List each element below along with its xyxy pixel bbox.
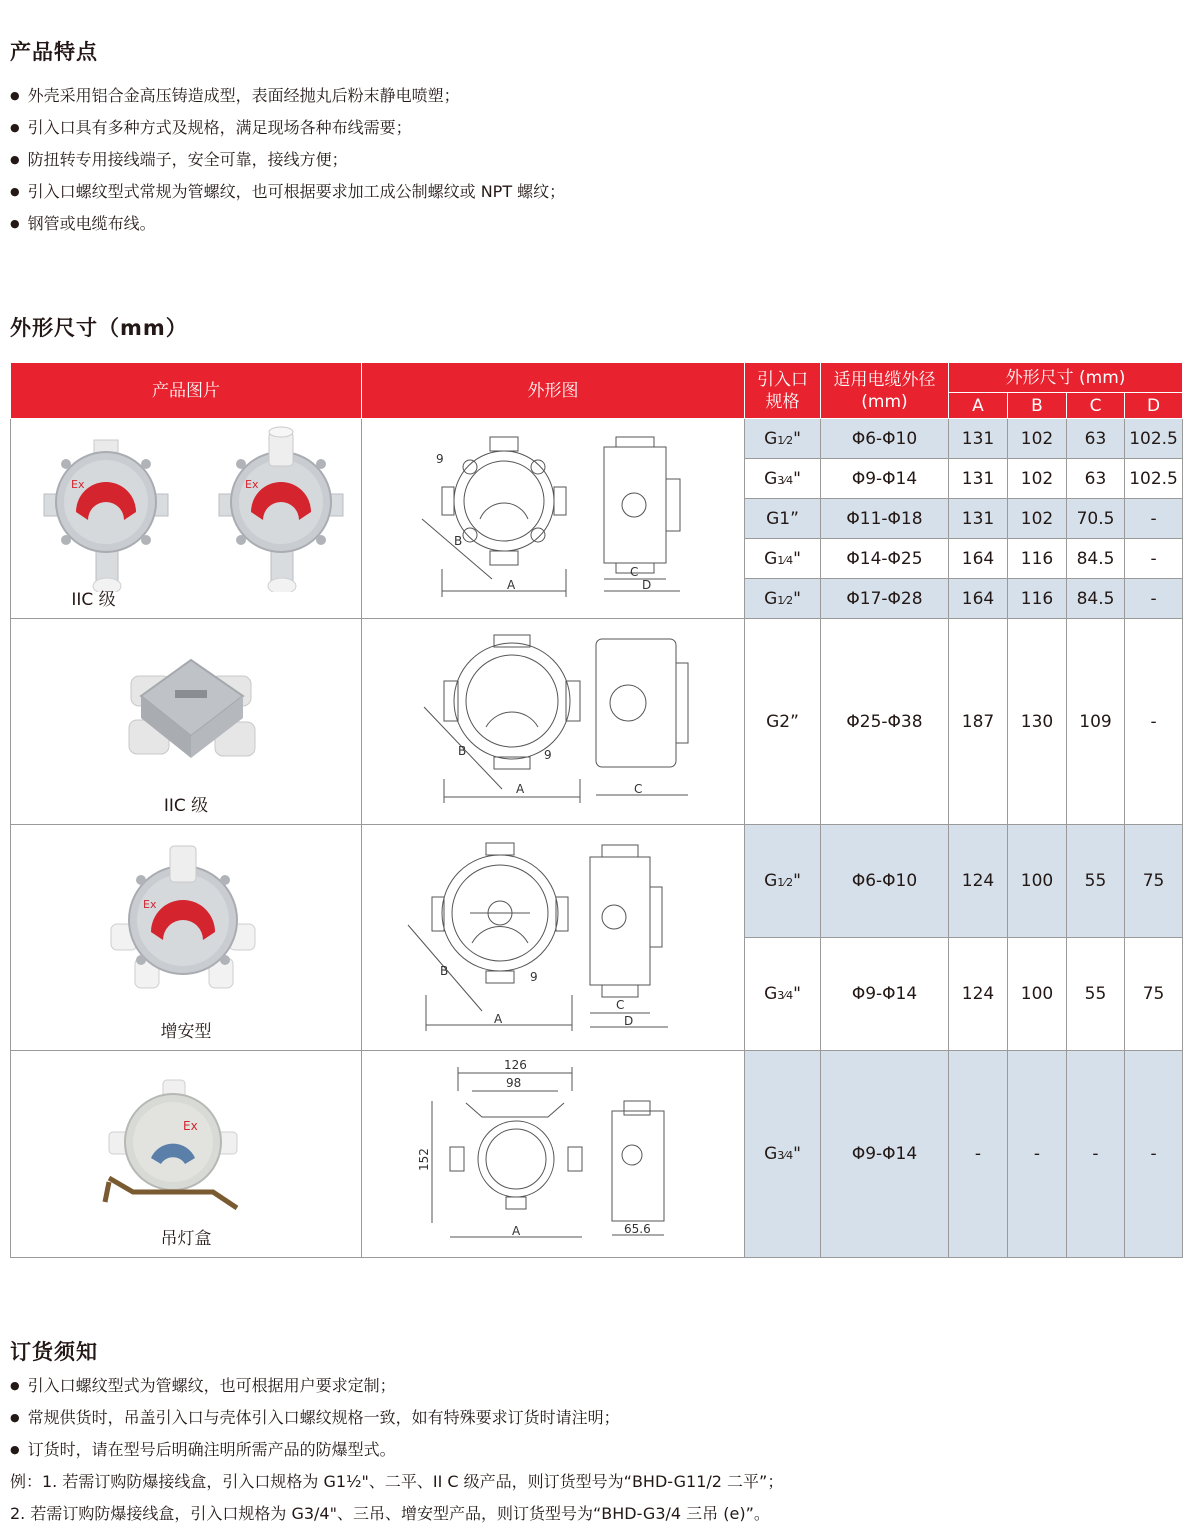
entry-cell: G3⁄4": [745, 938, 821, 1051]
a-cell: 124: [949, 938, 1008, 1051]
c-cell: 55: [1067, 825, 1125, 938]
dim-b: B: [458, 744, 467, 758]
entry-cell: G3⁄4": [745, 1051, 821, 1258]
header-cable-line2: (mm): [861, 391, 908, 412]
list-item: ● 外壳采用铝合金高压铸造成型，表面经抛丸后粉末静电喷塑；: [10, 80, 565, 112]
cable-cell: Φ9-Φ14: [821, 938, 949, 1051]
a-cell: 131: [949, 419, 1008, 459]
dim-d: D: [642, 578, 652, 592]
dim-b: B: [440, 964, 449, 978]
table-row: [11, 825, 1183, 938]
example-2: 2. 若需订购防爆接线盒，引入口规格为 G3/4"、三吊、增安型产品，则订货型号为“BHD-G3/4 三吊 (e)”。: [10, 1504, 770, 1523]
features-title: 产品特点: [10, 40, 98, 64]
entry-cell: G1”: [745, 499, 821, 539]
product-label: 增安型: [160, 1021, 212, 1042]
product-photo-cell: [11, 825, 362, 1051]
product-photo-iic-twin: [11, 422, 362, 592]
b-cell: 102: [1008, 459, 1067, 499]
entry-cell: G3⁄4": [745, 459, 821, 499]
features-list: [10, 80, 565, 240]
list-item: ● 钢管或电缆布线。: [10, 208, 565, 240]
product-photo-pendant-box: [11, 1054, 362, 1228]
d-cell: 75: [1125, 825, 1183, 938]
list-item: ● 订货时，请在型号后明确注明所需产品的防爆型式。: [10, 1434, 783, 1466]
b-cell: 100: [1008, 938, 1067, 1051]
list-item: ● 引入口螺纹型式为管螺纹，也可根据用户要求定制；: [10, 1370, 783, 1402]
c-cell: -: [1067, 1051, 1125, 1258]
outline-drawing-cell: [362, 619, 745, 825]
b-cell: 116: [1008, 579, 1067, 619]
product-label: IIC 级: [71, 589, 116, 610]
table-row: [11, 1051, 1183, 1258]
a-cell: 124: [949, 825, 1008, 938]
c-cell: 84.5: [1067, 579, 1125, 619]
dimensions-table: [10, 362, 1183, 1258]
header-entry-line2: 规格: [765, 391, 800, 412]
cable-cell: Φ9-Φ14: [821, 459, 949, 499]
d-cell: 102.5: [1125, 419, 1183, 459]
table-row: [11, 419, 1183, 459]
cable-cell: Φ6-Φ10: [821, 825, 949, 938]
dim-98: 98: [506, 1076, 522, 1090]
dim-a: A: [507, 578, 516, 592]
d-cell: -: [1125, 579, 1183, 619]
outline-drawing-pendant-box: [362, 1051, 745, 1252]
entry-cell: G1⁄4": [745, 539, 821, 579]
product-photo-iic-cross: [11, 622, 362, 794]
dim-152: 152: [417, 1148, 431, 1171]
entry-cell: G1⁄2": [745, 419, 821, 459]
cable-cell: Φ11-Φ18: [821, 499, 949, 539]
header-b: B: [1008, 393, 1067, 419]
ex-mark: Ex: [183, 1118, 198, 1133]
ex-mark: Ex: [245, 477, 259, 491]
outline-drawing-cell: [362, 1051, 745, 1258]
ex-mark: Ex: [71, 477, 85, 491]
d-cell: -: [1125, 539, 1183, 579]
list-item: ● 常规供货时，吊盖引入口与壳体引入口螺纹规格一致，如有特殊要求订货时请注明；: [10, 1402, 783, 1434]
a-cell: -: [949, 1051, 1008, 1258]
b-cell: -: [1008, 1051, 1067, 1258]
dim-126: 126: [504, 1058, 527, 1072]
outline-drawing-iic-small: [362, 419, 745, 613]
header-photo: 产品图片: [11, 363, 362, 419]
outline-drawing-cell: [362, 419, 745, 619]
header-cable: [821, 363, 949, 419]
dim-nine: 9: [436, 452, 444, 466]
entry-cell: G1⁄2": [745, 579, 821, 619]
dim-d: D: [624, 1014, 634, 1028]
a-cell: 131: [949, 459, 1008, 499]
a-cell: 164: [949, 539, 1008, 579]
dim-c: C: [630, 565, 639, 579]
header-cable-line1: 适用电缆外径: [833, 369, 936, 390]
c-cell: 63: [1067, 419, 1125, 459]
d-cell: 75: [1125, 938, 1183, 1051]
product-photo-cell: [11, 1051, 362, 1258]
dim-c: C: [634, 782, 643, 796]
a-cell: 164: [949, 579, 1008, 619]
header-size: 外形尺寸 (mm): [949, 363, 1183, 393]
dimensions-title: 外形尺寸（mm）: [10, 316, 188, 340]
dim-c: C: [616, 998, 625, 1012]
product-photo-increased-safety: [11, 828, 362, 1020]
ordering-list: [10, 1370, 783, 1530]
dim-a: A: [512, 1224, 521, 1238]
c-cell: 109: [1067, 619, 1125, 825]
example-1: 例：1. 若需订购防爆接线盒，引入口规格为 G1½"、二平、II C 级产品，则订货型号为“BHD-G11/2 二平”；: [10, 1472, 784, 1491]
b-cell: 102: [1008, 499, 1067, 539]
b-cell: 116: [1008, 539, 1067, 579]
cable-cell: Φ6-Φ10: [821, 419, 949, 459]
header-entry-line1: 引入口: [757, 369, 808, 390]
c-cell: 55: [1067, 938, 1125, 1051]
entry-cell: G1⁄2": [745, 825, 821, 938]
table-row: [11, 619, 1183, 825]
entry-cell: G2”: [745, 619, 821, 825]
d-cell: -: [1125, 499, 1183, 539]
header-d: D: [1125, 393, 1183, 419]
b-cell: 102: [1008, 419, 1067, 459]
outline-drawing-cell: [362, 825, 745, 1051]
c-cell: 70.5: [1067, 499, 1125, 539]
product-photo-cell: [11, 419, 362, 619]
d-cell: -: [1125, 619, 1183, 825]
cable-cell: Φ14-Φ25: [821, 539, 949, 579]
c-cell: 63: [1067, 459, 1125, 499]
a-cell: 187: [949, 619, 1008, 825]
header-drawing: 外形图: [362, 363, 745, 419]
ordering-title: 订货须知: [10, 1340, 98, 1364]
product-photo-cell: [11, 619, 362, 825]
dim-nine: 9: [530, 970, 538, 984]
dim-nine: 9: [544, 748, 552, 762]
outline-drawing-iic-large: [362, 619, 745, 819]
a-cell: 131: [949, 499, 1008, 539]
dim-b: B: [454, 534, 463, 548]
cable-cell: Φ17-Φ28: [821, 579, 949, 619]
product-label: IIC 级: [163, 795, 209, 816]
cable-cell: Φ9-Φ14: [821, 1051, 949, 1258]
b-cell: 130: [1008, 619, 1067, 825]
dim-a: A: [494, 1012, 503, 1026]
list-item: ● 防扭转专用接线端子，安全可靠，接线方便；: [10, 144, 565, 176]
ex-mark: Ex: [143, 897, 157, 911]
list-item: ● 引入口螺纹型式常规为管螺纹，也可根据要求加工成公制螺纹或 NPT 螺纹；: [10, 176, 565, 208]
header-c: C: [1067, 393, 1125, 419]
product-label: 吊灯盒: [160, 1228, 212, 1249]
outline-drawing-increased-safety: [362, 825, 745, 1045]
dim-656: 65.6: [624, 1222, 651, 1236]
b-cell: 100: [1008, 825, 1067, 938]
d-cell: -: [1125, 1051, 1183, 1258]
header-a: A: [949, 393, 1008, 419]
cable-cell: Φ25-Φ38: [821, 619, 949, 825]
c-cell: 84.5: [1067, 539, 1125, 579]
dim-a: A: [516, 782, 525, 796]
header-entry: [745, 363, 821, 419]
list-item: ● 引入口具有多种方式及规格，满足现场各种布线需要；: [10, 112, 565, 144]
d-cell: 102.5: [1125, 459, 1183, 499]
